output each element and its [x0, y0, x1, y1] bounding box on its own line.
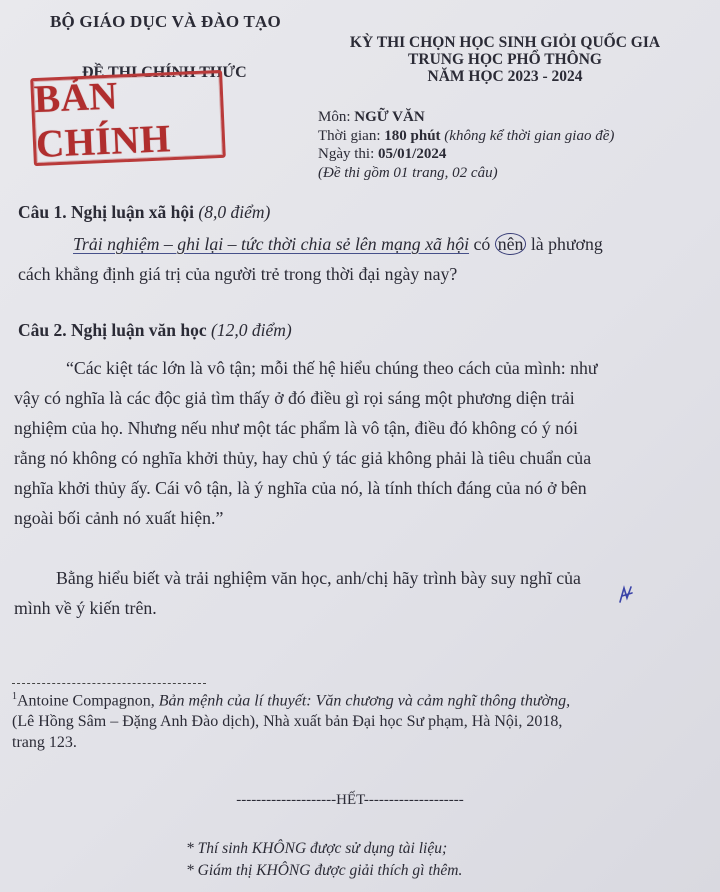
quote-line-3: nghiệm của họ. Nhưng nếu như một tác phẩm là vô tận, điều đó không có ý nói	[14, 418, 578, 438]
q1-prompt-line-1	[18, 229, 718, 259]
subject-line	[318, 108, 614, 127]
footnote-marker: 1	[12, 691, 17, 702]
quote-line-6: ngoài bối cảnh nó xuất hiện.”	[14, 508, 224, 528]
q1-prompt-b: có	[469, 234, 495, 254]
date-line	[318, 145, 614, 164]
date-label: Ngày thi:	[318, 146, 378, 162]
note-no-materials: * Thí sinh KHÔNG được sử dụng tài liệu;	[186, 840, 448, 857]
official-exam-label: ĐỀ THI CHÍNH THỨC	[82, 64, 247, 81]
exam-title-line-1: KỲ THI CHỌN HỌC SINH GIỎI QUỐC GIA	[349, 34, 661, 51]
note-no-explanation: * Giám thị KHÔNG được giải thích gì thêm.	[186, 862, 463, 879]
q1-prompt-circled: nên	[495, 233, 527, 255]
q1-title-text: Câu 1. Nghị luận xã hội	[18, 202, 195, 222]
footnote-line-2: (Lê Hồng Sâm – Đặng Anh Đào dịch), Nhà xuất bản Đại học Sư phạm, Hà Nội, 2018,	[12, 713, 563, 731]
q2-points: (12,0 điểm)	[206, 320, 292, 340]
q2-quote	[14, 353, 718, 533]
footnote-line-3: trang 123.	[12, 734, 77, 752]
exam-notes	[186, 838, 462, 882]
task-line-1: Bằng hiểu biết và trải nghiệm văn học, anh/chị hãy trình bày suy nghĩ của	[56, 568, 581, 588]
exam-meta	[318, 108, 614, 182]
date-value: 05/01/2024	[378, 146, 447, 162]
footnote	[12, 686, 712, 753]
footnote-author: Antoine Compagnon,	[17, 692, 159, 710]
end-marker: --------------------HẾT--------------------	[236, 792, 464, 808]
footnote-book: Bản mệnh của lí thuyết: Văn chương và cảm nghĩ thông thường,	[158, 692, 571, 710]
q1-prompt-line-2: cách khẳng định giá trị của người trẻ trong thời đại ngày nay?	[18, 264, 458, 284]
q1-prompt	[18, 229, 718, 289]
q2-title	[18, 320, 292, 341]
pen-mark-icon	[616, 584, 638, 606]
quote-line-4: rằng nó không có nghĩa khởi thủy, hay chủ ý tác giả không phải là tiêu chuẩn của	[14, 448, 592, 468]
task-line-2: mình về ý kiến trên.	[14, 598, 157, 618]
q2-title-text: Câu 2. Nghị luận văn học	[18, 320, 207, 340]
q1-prompt-a: Trải nghiệm – ghi lại – tức thời chia sẻ lên mạng xã hội	[73, 234, 470, 254]
ministry-name: BỘ GIÁO DỤC VÀ ĐÀO TẠO	[50, 12, 281, 31]
time-line	[318, 127, 614, 146]
exam-title-line-2: TRUNG HỌC PHỔ THÔNG	[408, 51, 602, 68]
q1-points: (8,0 điểm)	[194, 202, 271, 222]
q2-task	[14, 563, 718, 623]
time-note: (không kể thời gian giao đề)	[440, 127, 615, 144]
subject-label: Môn:	[318, 109, 355, 125]
time-label: Thời gian:	[318, 127, 385, 144]
q1-title	[18, 202, 270, 223]
pages-note: (Đề thi gồm 01 trang, 02 câu)	[318, 164, 498, 181]
exam-title-block	[300, 34, 710, 85]
quote-line-5: nghĩa khởi thủy ấy. Cái vô tận, là ý nghĩa của nó, là tính thích đáng của nó ở bên	[14, 478, 587, 498]
time-value: 180 phút	[384, 127, 441, 144]
subject-value: NGỮ VĂN	[354, 109, 425, 125]
footnote-line-1	[12, 686, 712, 711]
footnote-divider	[12, 683, 206, 684]
q1-prompt-d: là phương	[526, 234, 603, 254]
ban-chinh-stamp: BẢN CHÍNH	[30, 70, 226, 166]
exam-title-line-3: NĂM HỌC 2023 - 2024	[427, 68, 583, 85]
quote-line-1: “Các kiệt tác lớn là vô tận; mỗi thế hệ hiểu chúng theo cách của mình: như	[66, 358, 598, 378]
quote-line-2: vậy có nghĩa là các độc giả tìm thấy ở đó điều gì rọi sáng một phương diện trải	[14, 388, 575, 408]
